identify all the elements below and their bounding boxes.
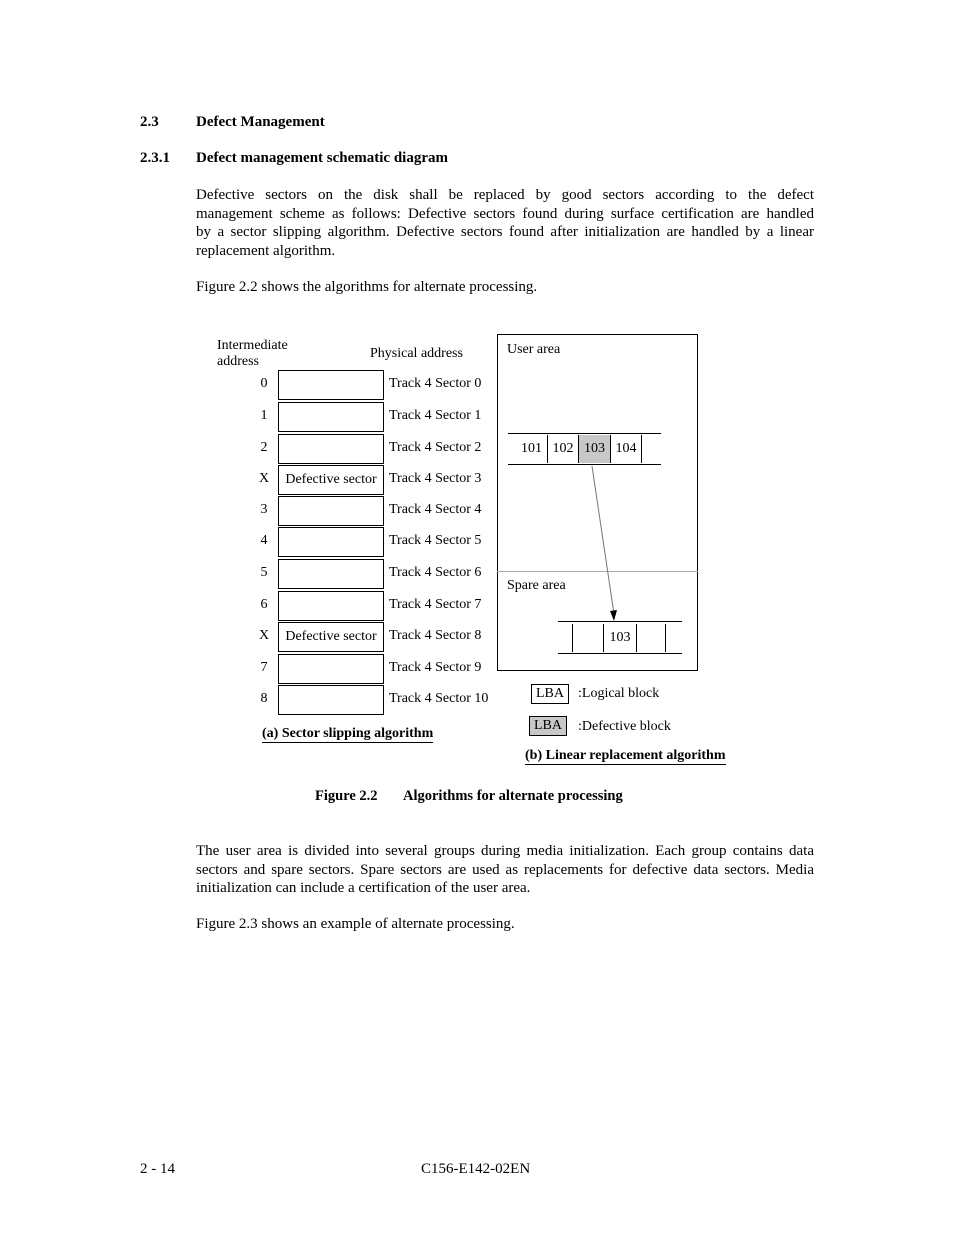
intro-line: by a sector slipping algorithm. Defective sectors found after initialization are handled by a linear [196, 224, 814, 240]
user-block-104: 104 [610, 435, 642, 463]
figure-2-3-reference: Figure 2.3 shows an example of alternate processing. [196, 916, 515, 932]
figure-reference-paragraph: Figure 2.2 shows the algorithms for alternate processing. [196, 279, 538, 295]
defective-sector-cell: Defective sector [278, 465, 384, 495]
user-block-101: 101 [521, 441, 542, 456]
spare-area-label: Spare area [507, 578, 566, 593]
address-header: address [217, 354, 259, 369]
user-block-103-defective: 103 [578, 435, 610, 463]
section-number: 2.3 [140, 114, 159, 130]
intro-line: Defective sectors on the disk shall be replaced by good sectors according to the defect [196, 187, 814, 203]
intermediate-address: X [258, 471, 270, 486]
intermediate-address: 2 [260, 440, 268, 455]
document-id: C156-E142-02EN [421, 1161, 531, 1177]
physical-address: Track 4 Sector 4 [389, 502, 482, 517]
legend-logical-label: :Logical block [578, 686, 660, 701]
section-title: Defect Management [196, 114, 325, 130]
intro-line: replacement algorithm. [196, 242, 336, 259]
physical-address: Track 4 Sector 7 [389, 597, 482, 612]
figure-title: Algorithms for alternate processing [403, 788, 623, 804]
intermediate-address: 8 [260, 691, 268, 706]
intermediate-address: 7 [260, 660, 268, 675]
user-area-label: User area [507, 342, 561, 357]
intro-line: management scheme as follows: Defective sectors found during surface certification are handled [196, 205, 814, 222]
caption-a: (a) Sector slipping algorithm [262, 726, 434, 741]
physical-address: Track 4 Sector 2 [389, 440, 482, 455]
figure-number: Figure 2.2 [315, 788, 378, 804]
physical-address: Track 4 Sector 10 [389, 691, 489, 706]
intermediate-address: 5 [260, 565, 268, 580]
defective-sector-cell: Defective sector [278, 622, 384, 652]
caption-b: (b) Linear replacement algorithm [525, 748, 726, 763]
intermediate-address: 4 [260, 533, 268, 548]
body-line: The user area is divided into several groups during media initialization. Each group contains data [196, 843, 814, 859]
spare-block-103: 103 [603, 624, 636, 652]
physical-address: Track 4 Sector 3 [389, 471, 482, 486]
intermediate-address: 3 [260, 502, 268, 517]
user-block-102: 102 [547, 435, 578, 463]
intermediate-address: 0 [260, 376, 268, 391]
intermediate-header: Intermediate [217, 338, 288, 353]
physical-address: Track 4 Sector 5 [389, 533, 482, 548]
legend-defective-box: LBA [529, 716, 567, 736]
intermediate-address: 6 [260, 597, 268, 612]
body-line: sectors and spare sectors. Spare sectors are used as replacements for defective data sectors. Media [196, 861, 814, 878]
subsection-title: Defect management schematic diagram [196, 150, 449, 166]
page-number: 2 - 14 [140, 1161, 175, 1177]
user-area-paragraph [196, 842, 814, 898]
legend-defective-label: :Defective block [578, 719, 671, 734]
body-line: initialization can include a certification of the user area. [196, 880, 531, 896]
physical-address: Track 4 Sector 6 [389, 565, 482, 580]
legend-lba-box: LBA [531, 684, 569, 704]
physical-address: Track 4 Sector 1 [389, 408, 482, 423]
intermediate-address: X [258, 628, 270, 643]
intermediate-address: 1 [260, 408, 268, 423]
physical-address: Track 4 Sector 9 [389, 660, 482, 675]
subsection-number: 2.3.1 [140, 150, 170, 166]
physical-address: Track 4 Sector 8 [389, 628, 482, 643]
physical-address-header: Physical address [370, 346, 463, 361]
physical-address: Track 4 Sector 0 [389, 376, 482, 391]
